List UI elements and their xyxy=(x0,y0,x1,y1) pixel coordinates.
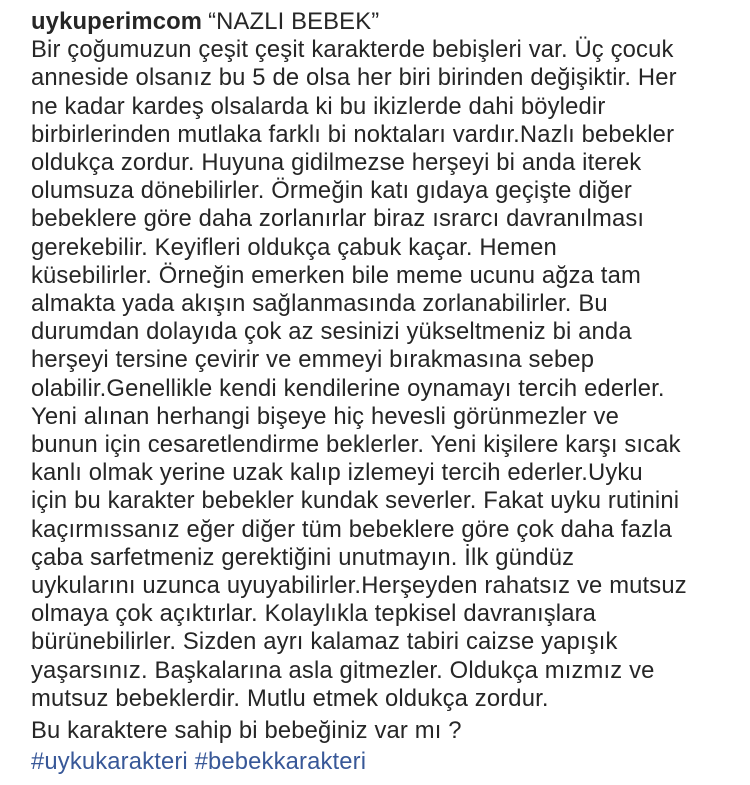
caption-header xyxy=(31,8,743,36)
caption-line: gerekebilir. Keyifleri oldukça çabuk kaçar. Hemen xyxy=(31,233,557,261)
caption-line: durumdan dolayıda çok az sesinizi yükseltmeniz bi anda xyxy=(31,318,632,346)
hashtag-link[interactable]: #bebekkarakteri xyxy=(194,748,367,776)
caption-line: küsebilirler. Örneğin emerken bile meme ucunu ağza tam xyxy=(31,261,641,289)
caption-line: olumsuza dönebilirler. Örmeğin katı gıdaya geçişte diğer xyxy=(31,177,632,205)
caption-line: Bir çoğumuzun çeşit çeşit karakterde bebişleri var. Üç çocuk xyxy=(31,36,674,64)
caption-line: olmaya çok açıktırlar. Kolaylıkla tepkisel davranışlara xyxy=(31,600,597,628)
caption-line: bebeklere göre daha zorlanırlar biraz ısrarcı davranılması xyxy=(31,205,645,233)
caption-line: yaşarsınız. Başkalarına asla gitmezler. Oldukça mızmız ve xyxy=(31,656,655,684)
caption-line: ne kadar kardeş olsalarda ki bu ikizlerde dahi böyledir xyxy=(31,92,606,120)
caption-question: Bu karaktere sahip bi bebeğiniz var mı ? xyxy=(31,717,462,745)
caption-line: olabilir.Genellikle kendi kendilerine oynamayı tercih ederler. xyxy=(31,374,665,402)
caption-line: kanlı olmak yerine uzak kalıp izlemeyi tercih ederler.Uyku xyxy=(31,459,643,487)
hashtag-link[interactable]: #uykukarakteri xyxy=(31,748,188,776)
caption-line: bunun için cesaretlendirme beklerler. Yeni kişilere karşı sıcak xyxy=(31,431,681,459)
post-title: “NAZLI BEBEK” xyxy=(208,8,380,35)
caption-line: çaba sarfetmeniz gerektiğini unutmayın. İlk gündüz xyxy=(31,543,575,571)
caption-line: anneside olsanız bu 5 de olsa her biri birinden değişiktir. Her xyxy=(31,64,677,92)
username-link[interactable]: uykuperimcom xyxy=(31,8,203,35)
caption-line: için bu karakter bebekler kundak severler. Fakat uyku rutinini xyxy=(31,487,680,515)
caption-line: birbirlerinden mutlaka farklı bi noktaları vardır.Nazlı bebekler xyxy=(31,120,675,148)
caption-line: bürünebilirler. Sizden ayrı kalamaz tabiri caizse yapışık xyxy=(31,628,618,656)
caption-line: Yeni alınan herhangi bişeye hiç hevesli görünmezler ve xyxy=(31,402,619,430)
caption-line: almakta yada akışın sağlanmasında zorlanabilirler. Bu xyxy=(31,290,608,318)
caption-line: uykularını uzunca uyuyabilirler.Herşeyden rahatsız ve mutsuz xyxy=(31,572,687,600)
caption-line: herşeyi tersine çevirir ve emmeyi bırakmasına sebep xyxy=(31,346,595,374)
caption-line: oldukça zordur. Huyuna gidilmezse herşeyi bi anda iterek xyxy=(31,149,642,177)
post-caption xyxy=(31,8,743,776)
caption-line: kaçırmıssanız eğer diğer tüm bebeklere göre çok daha fazla xyxy=(31,515,672,543)
caption-body xyxy=(31,36,743,713)
hashtag-list xyxy=(31,748,743,776)
caption-line: mutsuz bebeklerdir. Mutlu etmek oldukça zordur. xyxy=(31,684,549,712)
